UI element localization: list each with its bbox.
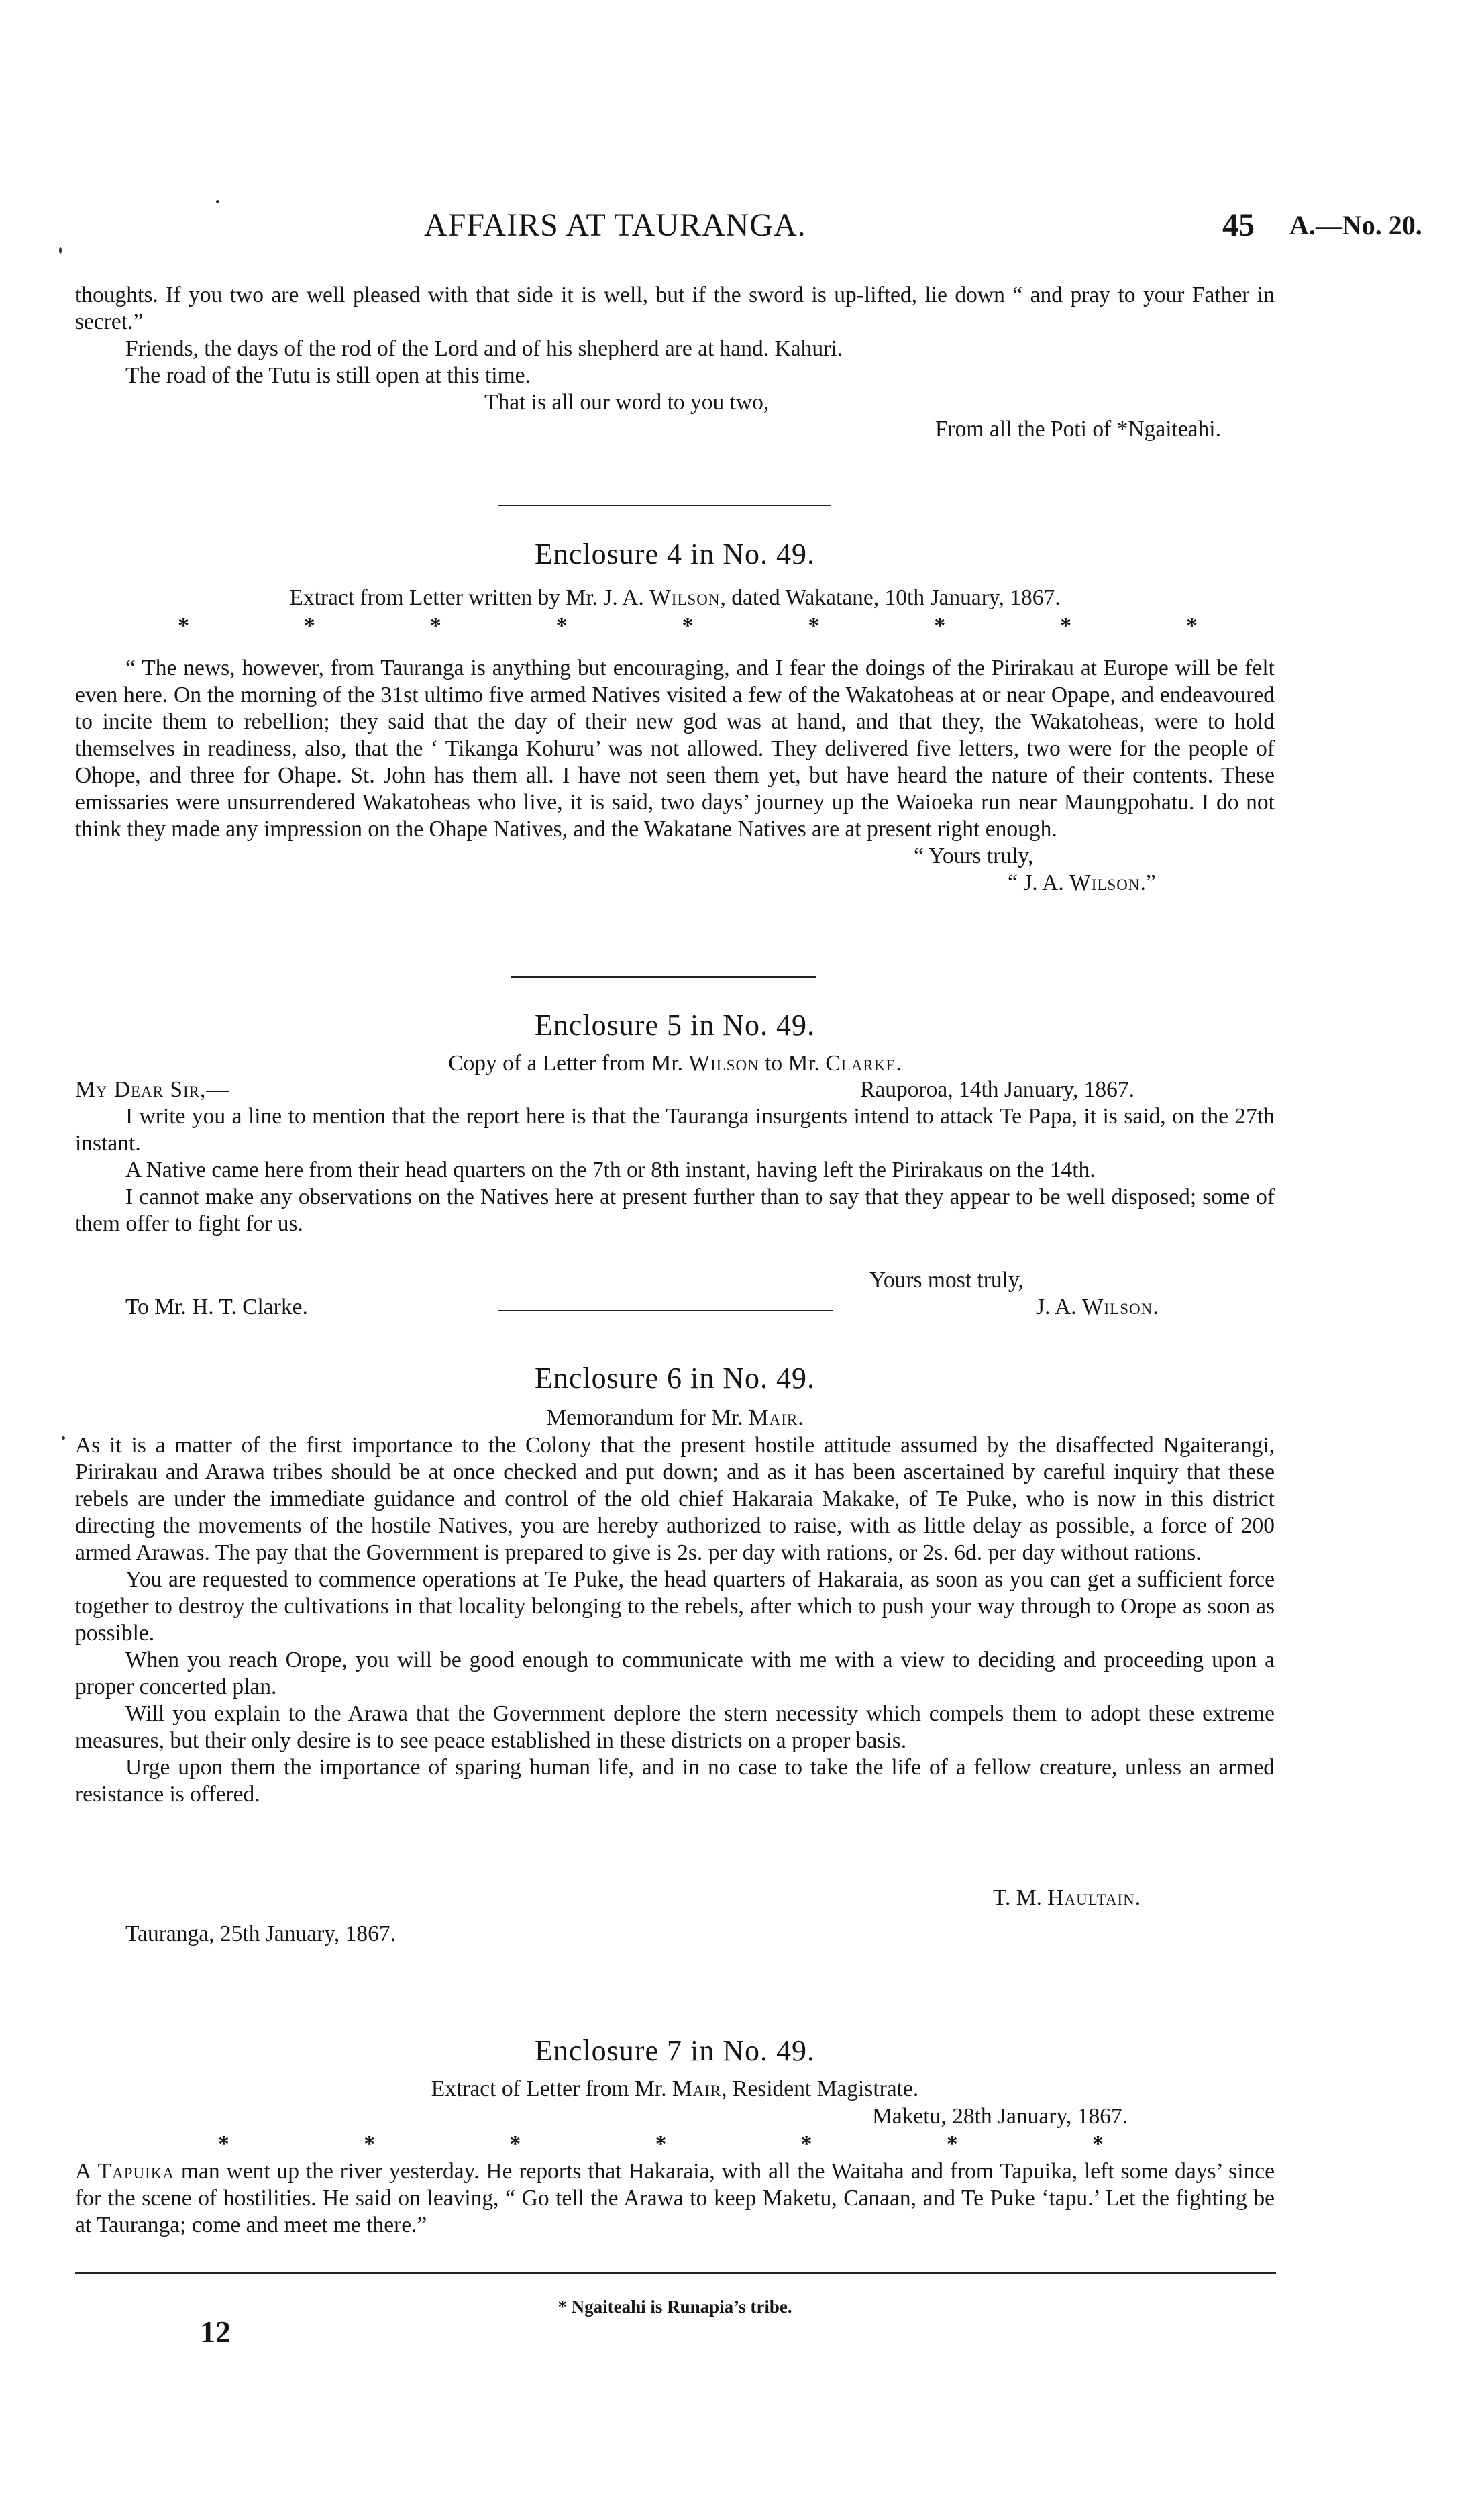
- memo-signature: T. M. Haultain.: [993, 1885, 1141, 1910]
- letter-closing: “ Yours truly,: [914, 844, 1034, 868]
- place-date: Rauporoa, 14th January, 1867.: [860, 1077, 1135, 1102]
- enclosure-4-body: [75, 655, 1275, 897]
- salutation: My Dear Sir,—: [75, 1077, 229, 1102]
- enclosure-6-subtitle: Memorandum for Mr. Mair.: [546, 1405, 804, 1430]
- paper-reference: A.—No. 20.: [1289, 210, 1422, 240]
- section-divider: [498, 1310, 833, 1311]
- paragraph: A Native came here from their head quarters on the 7th or 8th instant, having left the Pirirakaus on the 14th.: [125, 1158, 1096, 1182]
- signature-mark: 12: [200, 2315, 231, 2349]
- paragraph: I cannot make any observations on the Natives here at present further than to say that they appear to be well disposed; some of them offer to fight for us.: [75, 1185, 1275, 1236]
- paragraph: thoughts. If you two are well pleased with that side it is well, but if the sword is up-lifted, lie down “ and pray to your Father in secret.”: [75, 283, 1275, 334]
- enclosure-7-title: Enclosure 7 in No. 49.: [535, 2034, 815, 2067]
- page-number: 45: [1222, 207, 1255, 243]
- enclosure-5-body: [75, 1103, 1275, 1238]
- closing-signature: From all the Poti of *Ngaiteahi.: [935, 417, 1221, 442]
- continuation-section: [75, 282, 1275, 443]
- letter-text: “ The news, however, from Tauranga is anything but encouraging, and I fear the doings of the Pirirakau at Europe will be felt even here. On the morning of the 31st ultimo five armed Natives visited a few of the Wakatoheas at or near Opape, and endeavoured to incite them to rebellion; they said that the day of their new god was at hand, and that they, the Wakatoheas, were to hold themselves in readiness, also, that the ‘ Tikanga Kohuru’ was not allowed. They delivered five letters, two were for the people of Ohope, and three for Ohape. St. John has them all. I have not seen them yet, but have heard the nature of their contents. These emissaries were unsurrendered Wakatoheas who live, it is said, two days’ journey up the Waioeka run near Maungpohatu. I do not think they made any impression on the Ohape Natives, and the Wakatane Natives are at present right enough.: [75, 656, 1275, 842]
- paragraph: Urge upon them the importance of sparing human life, and in no case to take the life of a fellow creature, unless an armed resistance is offered.: [75, 1755, 1275, 1807]
- addressee: To Mr. H. T. Clarke.: [125, 1295, 308, 1319]
- enclosure-5-subtitle: Copy of a Letter from Mr. Wilson to Mr. Clarke.: [448, 1051, 902, 1076]
- print-speck: [62, 1436, 65, 1440]
- place-date: Tauranga, 25th January, 1867.: [125, 1921, 396, 1946]
- footnote: * Ngaiteahi is Runapia’s tribe.: [558, 2297, 792, 2317]
- running-head: [0, 207, 1484, 254]
- enclosure-6-title: Enclosure 6 in No. 49.: [535, 1362, 815, 1395]
- letter-signature: “ J. A. Wilson.”: [1008, 870, 1156, 895]
- paragraph: You are requested to commence operations at Te Puke, the head quarters of Hakaraia, as soon as you can get a sufficient force together to destroy the cultivations in that locality belonging to the rebels, after which to push your way through to Orope as soon as possible.: [75, 1567, 1275, 1646]
- letter-closing: Yours most truly,: [869, 1268, 1024, 1293]
- author-name: Wilson: [649, 585, 721, 610]
- enclosure-4-subtitle: Extract from Letter written by Mr. J. A. Wilson, dated Wakatane, 10th January, 1867.: [289, 585, 1061, 610]
- paragraph: Friends, the days of the rod of the Lord and of his shepherd are at hand. Kahuri.: [125, 336, 843, 361]
- enclosure-7-subtitle: Extract of Letter from Mr. Mair, Resident Magistrate.: [431, 2076, 919, 2101]
- enclosure-5-title: Enclosure 5 in No. 49.: [535, 1009, 815, 1042]
- paragraph: I write you a line to mention that the report here is that the Tauranga insurgents intend to attack Te Papa, it is said, on the 27th instant.: [75, 1104, 1275, 1156]
- section-divider: [498, 505, 831, 506]
- print-speck: [216, 200, 219, 203]
- section-divider: [511, 976, 816, 978]
- letter-signature: J. A. Wilson.: [1036, 1295, 1159, 1319]
- enclosure-7-body: [75, 2158, 1275, 2239]
- omission-stars: * * * * * * * * *: [178, 613, 1198, 638]
- paragraph: As it is a matter of the first importance to the Colony that the present hostile attitude assumed by the disaffected Ngaiterangi, Pirirakau and Arawa tribes should be at once checked and put down; and as it has been ascertained by careful inquiry that these rebels are under the immediate guidance and control of the old chief Hakaraia Makake, of Te Puke, who is now in this district directing the movements of the hostile Natives, you are hereby authorized to raise, with as little delay as possible, a force of 200 armed Arawas. The pay that the Government is prepared to give is 2s. per day with rations, or 2s. 6d. per day without rations.: [75, 1433, 1275, 1565]
- footnote-rule: [75, 2272, 1276, 2274]
- paragraph: When you reach Orope, you will be good enough to communicate with me with a view to deciding and proceeding upon a proper concerted plan.: [75, 1648, 1275, 1699]
- enclosure-4-title: Enclosure 4 in No. 49.: [535, 538, 815, 570]
- omission-stars: * * * * * * *: [218, 2131, 1104, 2156]
- paragraph: Will you explain to the Arawa that the Government deplore the stern necessity which compels them to adopt these extreme measures, but their only desire is to see peace established in these districts on a proper basis.: [75, 1701, 1275, 1753]
- place-date: Maketu, 28th January, 1867.: [872, 2104, 1128, 2129]
- enclosure-6-body: [75, 1432, 1275, 1808]
- paragraph: A Tapuika man went up the river yesterday. He reports that Hakaraia, with all the Waitaha and from Tapuika, left some days’ since for the scene of hostilities. He said on leaving, “ Go tell the Arawa to keep Maketu, Canaan, and Te Puke ‘tapu.’ Let the fighting be at Tauranga; come and meet me there.”: [75, 2159, 1275, 2237]
- closing-line: That is all our word to you two,: [484, 390, 770, 415]
- running-title: AFFAIRS AT TAURANGA.: [424, 207, 806, 243]
- paragraph: The road of the Tutu is still open at this time.: [125, 363, 531, 388]
